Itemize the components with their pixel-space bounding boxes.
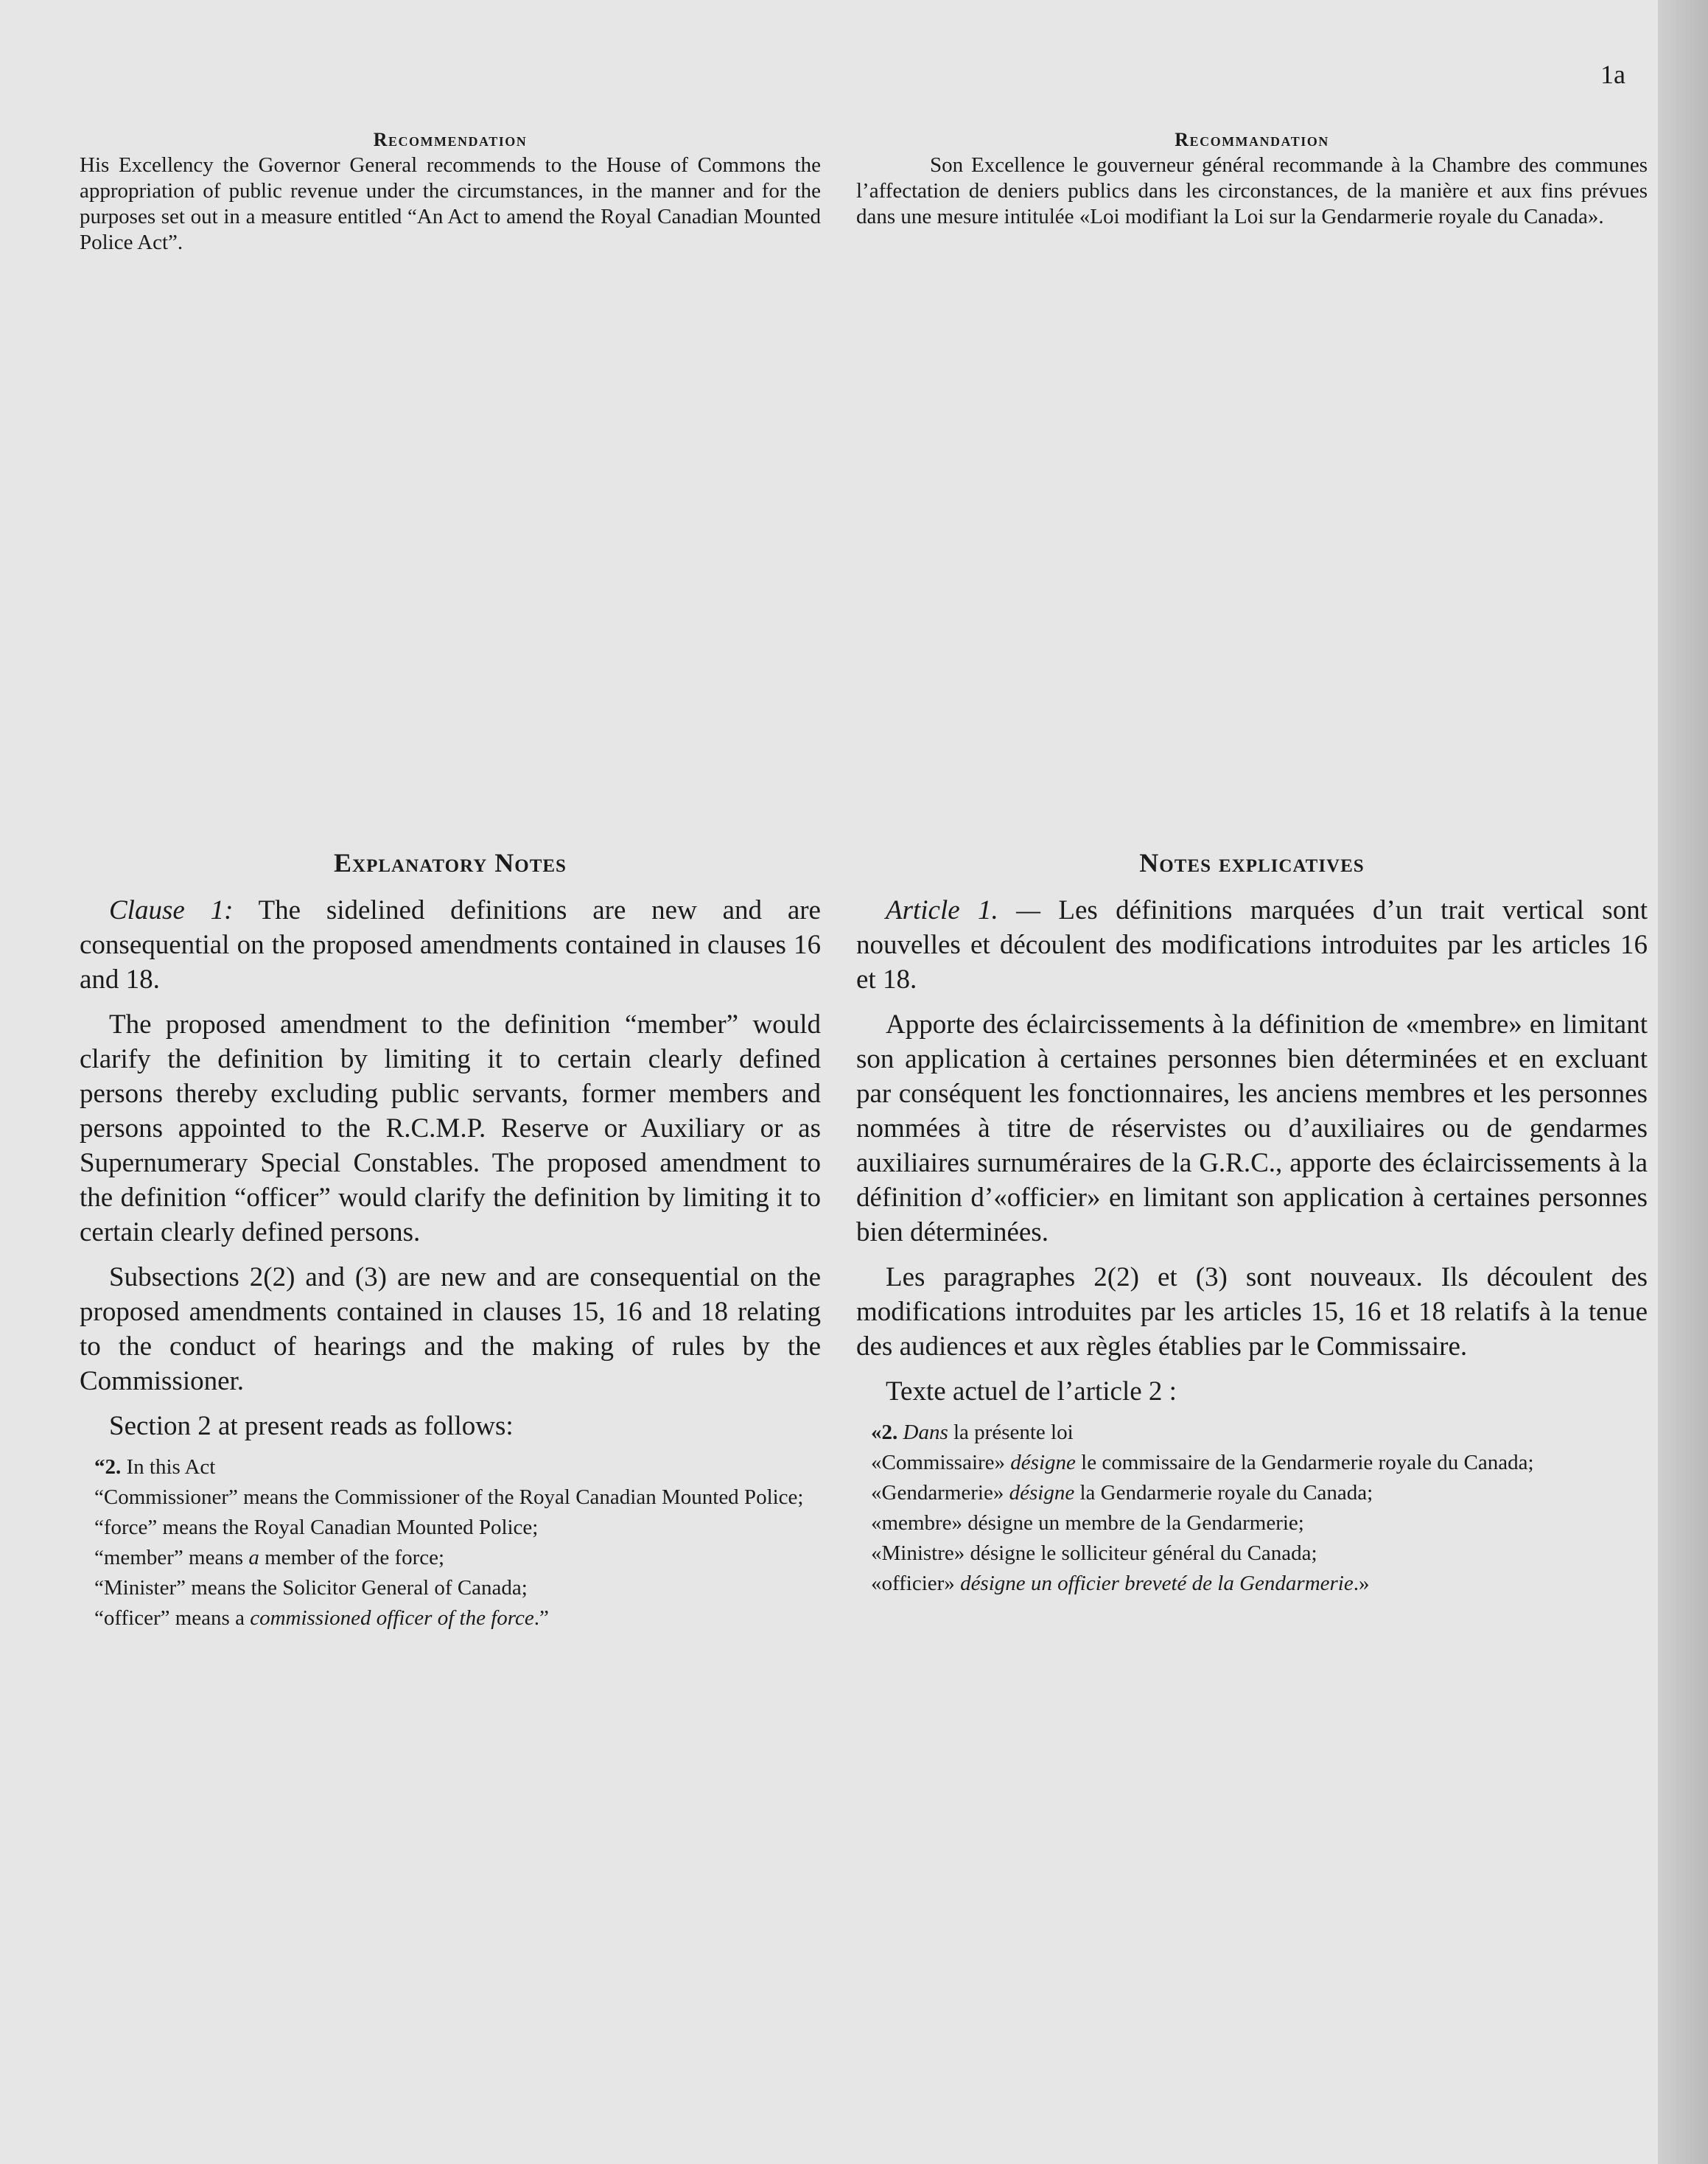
article-text: Les définitions marquées d’un trait vertical sont nouvelles et découlent des modifications introduites par les articles 16 et 18. [856,895,1648,995]
law-section-number: “2. [94,1455,122,1479]
current-law-text-fr [856,1419,1648,1597]
recommendation-heading-en: Recommendation [373,129,528,150]
officer-pre: “officer” means a [94,1606,251,1630]
note-paragraph-member-definition: The proposed amendment to the definition “member” would clarify the definition by limiting it to certain clearly defined persons thereby excluding public servants, former members and persons appointed to the R.C.M.P. Reserve or Auxiliary or as Supernumerary Special Constables. The proposed amendment to the definition “officer” would clarify the definition by limiting it to certain clearly defined persons. [80,1009,821,1247]
clause-label: Clause 1: [109,895,234,925]
note-paragraph-membre-definition: Apporte des éclaircissements à la définition de «membre» en limitant son application à certaines personnes bien déterminées et en excluant par conséquent les fonctionnaires, les anciens membres et les personnes nommées à titre de réservistes ou d’auxiliaires ou de gendarmes auxiliaires surnuméraires de la G.R.C., apporte des éclaircissements à la définition d’«officier» en limitant son application à certaines personnes bien déterminées. [856,1009,1648,1247]
english-column [80,129,821,256]
officier-emph: désigne un officier breveté de la Gendarmerie [960,1572,1354,1595]
explanatory-notes-heading: Explanatory Notes [334,848,567,878]
explanatory-notes-en [80,847,821,1635]
current-law-text-en [80,1454,821,1631]
loi-definition-officier [856,1570,1648,1597]
page-number: 1a [1600,60,1625,89]
loi-intro-emph: Dans [897,1421,948,1444]
member-pre: “member” means [94,1546,249,1569]
loi-definition-commissaire [856,1449,1648,1476]
law-intro [94,1454,821,1480]
note-paragraph-clause-1 [80,893,821,997]
gendarmerie-emph: désigne [1009,1481,1075,1505]
commissaire-emph: désigne [1010,1451,1076,1474]
officier-pre: «officier» [871,1572,961,1595]
note-paragraph-article-2-intro: Texte actuel de l’article 2 : [886,1376,1177,1407]
law-definition-officer [80,1605,821,1631]
law-intro-text: In this Act [121,1455,216,1479]
recommendation-heading-fr: Recommandation [1175,129,1329,150]
commissaire-post: le commissaire de la Gendarmerie royale du Canada; [1075,1451,1534,1474]
explanatory-notes-fr [856,847,1648,1600]
recommendation-fr [856,129,1648,230]
note-paragraph-section-2-intro: Section 2 at present reads as follows: [109,1411,514,1441]
loi-definition-membre: «membre» désigne un membre de la Gendarmerie; [871,1511,1304,1535]
note-paragraph-subsections: Subsections 2(2) and (3) are new and are consequential on the proposed amendments contained in clauses 15, 16 and 18 relating to the conduct of hearings and the making of rules by the Commissioner. [80,1262,821,1396]
notes-explicatives-heading: Notes explicatives [1139,848,1365,878]
member-post: member of the force; [259,1546,445,1569]
law-definition-member [80,1544,821,1571]
note-paragraph-article-1 [856,893,1648,997]
gendarmerie-post: la Gendarmerie royale du Canada; [1074,1481,1373,1505]
page-edge [1658,0,1708,2164]
loi-intro-text: la présente loi [948,1421,1074,1444]
recommendation-text-fr: Son Excellence le gouverneur général recommande à la Chambre des communes l’affectation de deniers publics dans les circonstances, de la manière et aux fins prévues dans une mesure intitulée «Loi modifiant la Loi sur la Gendarmerie royale du Canada». [856,153,1648,228]
recommendation-text-en: His Excellency the Governor General recommends to the House of Commons the appropriation of public revenue under the circumstances, in the manner and for the purposes set out in a measure entitled “An Act to amend the Royal Canadian Mounted Police Act”. [80,153,821,254]
loi-definition-ministre: «Ministre» désigne le solliciteur général du Canada; [871,1541,1317,1565]
commissaire-pre: «Commissaire» [871,1451,1011,1474]
article-label: Article 1. — [886,895,1041,925]
officier-post: .» [1353,1572,1370,1595]
clause-text: The sidelined definitions are new and are consequential on the proposed amendments contained in clauses 16 and 18. [80,895,821,995]
loi-definition-gendarmerie [856,1480,1648,1506]
gendarmerie-pre: «Gendarmerie» [871,1481,1009,1505]
officer-post: .” [533,1606,549,1630]
loi-section-number: «2. [871,1421,898,1444]
loi-intro [871,1419,1648,1446]
law-definition-force: “force” means the Royal Canadian Mounted Police; [94,1516,539,1539]
officer-emph: commissioned officer of the force [250,1606,534,1630]
french-column [856,129,1648,230]
member-emph: a [248,1546,259,1569]
law-definition-minister: “Minister” means the Solicitor General of Canada; [94,1576,528,1600]
law-definition-commissioner: “Commissioner” means the Commissioner of the Royal Canadian Mounted Police; [94,1485,804,1509]
recommendation-en [80,129,821,256]
note-paragraph-paragraphes: Les paragraphes 2(2) et (3) sont nouveaux. Ils découlent des modifications introduites par les articles 15, 16 et 18 relatifs à la tenue des audiences et aux règles établies par le Commissaire. [856,1262,1648,1362]
